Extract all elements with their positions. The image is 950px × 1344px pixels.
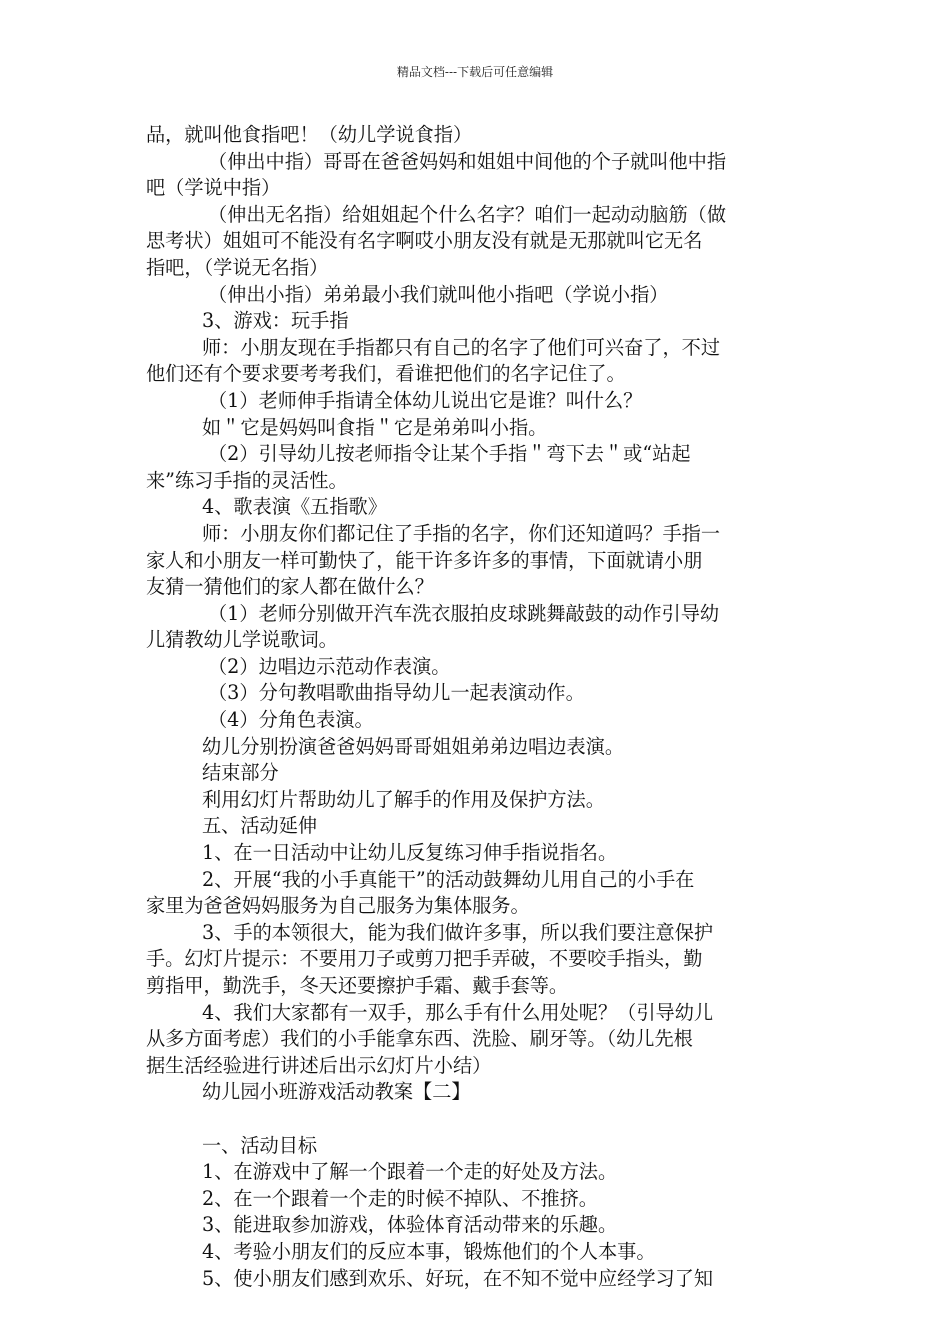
- section-title: 幼儿园小班游戏活动教案【二】: [202, 1080, 471, 1104]
- paragraph-line: （伸出小指）弟弟最小我们就叫他小指吧（学说小指）: [208, 282, 669, 306]
- paragraph-line: 吧（学说中指）: [146, 176, 281, 200]
- paragraph-line: 3、能进取参加游戏，体验体育活动带来的乐趣。: [202, 1213, 618, 1237]
- paragraph-line: 品，就叫他食指吧！（幼儿学说食指）: [146, 123, 473, 146]
- paragraph-line: 思考状）姐姐可不能没有名字啊哎小朋友没有就是无那就叫它无名: [146, 229, 703, 253]
- paragraph-line: 家人和小朋友一样可勤快了，能干许多许多的事情，下面就请小朋: [146, 548, 703, 572]
- paragraph-line: 2、开展“我的小手真能干”的活动鼓舞幼儿用自己的小手在: [202, 867, 695, 891]
- section-heading: 结束部分: [202, 761, 279, 785]
- paragraph-line: （1）老师伸手指请全体幼儿说出它是谁？叫什么？: [208, 388, 643, 412]
- paragraph-line: 如＂它是妈妈叫食指＂它是弟弟叫小指。: [202, 415, 548, 439]
- paragraph-line: （1）老师分别做开汽车洗衣服拍皮球跳舞敲鼓的动作引导幼: [208, 601, 720, 625]
- paragraph-line: 4、歌表演《五指歌》: [202, 495, 387, 519]
- blank-line: [146, 1106, 811, 1133]
- paragraph-line: （2）引导幼儿按老师指令让某个手指＂弯下去＂或“站起: [208, 442, 691, 466]
- paragraph-line: 利用幻灯片帮助幼儿了解手的作用及保护方法。: [202, 787, 605, 811]
- paragraph-line: （3）分句教唱歌曲指导幼儿一起表演动作。: [208, 681, 585, 705]
- paragraph-line: 家里为爸爸妈妈服务为自己服务为集体服务。: [146, 894, 530, 918]
- paragraph-line: 1、在一日活动中让幼儿反复练习伸手指说指名。: [202, 841, 618, 865]
- paragraph-line: （4）分角色表演。: [208, 708, 374, 732]
- paragraph-line: 他们还有个要求要考考我们，看谁把他们的名字记住了。: [146, 362, 626, 386]
- paragraph-line: 指吧，（学说无名指）: [146, 255, 329, 279]
- paragraph-line: 师：小朋友你们都记住了手指的名字，你们还知道吗？手指一: [202, 521, 721, 545]
- paragraph-line: 来”练习手指的灵活性。: [146, 468, 348, 492]
- paragraph-line: 4、我们大家都有一双手，那么手有什么用处呢？（引导幼儿: [202, 1000, 714, 1024]
- paragraph-line: 儿猜教幼儿学说歌词。: [146, 628, 338, 652]
- paragraph-line: 2、在一个跟着一个走的时候不掉队、不推挤。: [202, 1186, 598, 1210]
- paragraph-line: （伸出无名指）给姐姐起个什么名字？咱们一起动动脑筋（做: [208, 202, 727, 226]
- paragraph-line: 1、在游戏中了解一个跟着一个走的好处及方法。: [202, 1160, 618, 1184]
- paragraph-line: 5、使小朋友们感到欢乐、好玩，在不知不觉中应经学习了知: [202, 1266, 714, 1290]
- paragraph-line: （2）边唱边示范动作表演。: [208, 654, 451, 678]
- paragraph-line: 3、手的本领很大，能为我们做许多事，所以我们要注意保护: [202, 920, 714, 944]
- paragraph-line: 从多方面考虑）我们的小手能拿东西、洗脸、刷牙等。（幼儿先根: [146, 1027, 693, 1051]
- paragraph-line: 友猜一猜他们的家人都在做什么？: [146, 575, 434, 599]
- paragraph-line: 据生活经验进行讲述后出示幻灯片小结）: [146, 1053, 492, 1077]
- paragraph-line: （伸出中指）哥哥在爸爸妈妈和姐姐中间他的个子就叫他中指: [208, 149, 727, 173]
- paragraph-line: 手。幻灯片提示：不要用刀子或剪刀把手弄破，不要咬手指头，勤: [146, 947, 703, 971]
- paragraph-line: 剪指甲，勤洗手，冬天还要擦护手霜、戴手套等。: [146, 974, 569, 997]
- paragraph-line: 4、考验小朋友们的反应本事，锻炼他们的个人本事。: [202, 1239, 656, 1263]
- section-heading: 一、活动目标: [202, 1133, 318, 1157]
- section-heading: 五、活动延伸: [202, 814, 318, 838]
- document-body: [146, 122, 811, 1292]
- paragraph-line: 3、游戏：玩手指: [202, 309, 349, 333]
- paragraph-line: 幼儿分别扮演爸爸妈妈哥哥姐姐弟弟边唱边表演。: [202, 734, 625, 758]
- paragraph-line: 师：小朋友现在手指都只有自己的名字了他们可兴奋了，不过: [202, 335, 721, 359]
- page-header: 精品文档---下载后可任意编辑: [396, 65, 554, 79]
